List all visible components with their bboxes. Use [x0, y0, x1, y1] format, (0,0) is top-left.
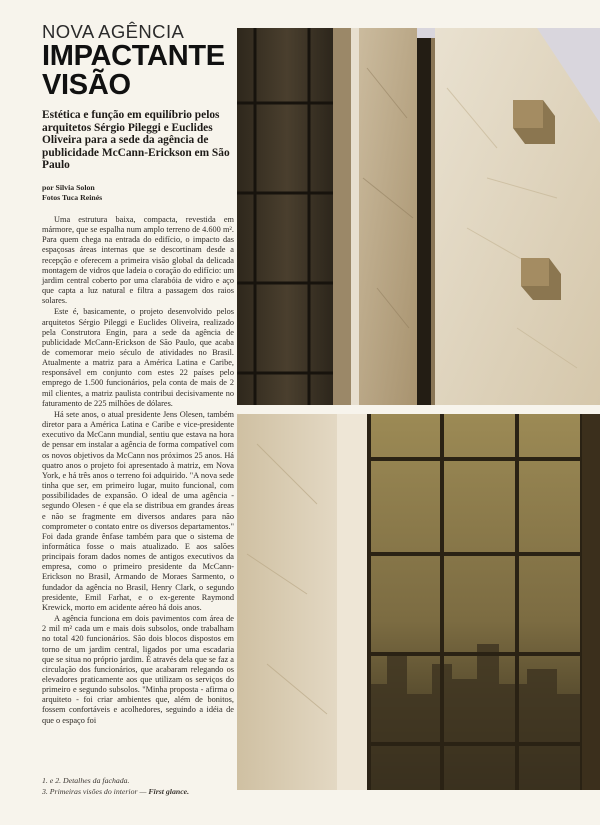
- section-label: NOVA AGÊNCIA: [42, 21, 185, 42]
- byline-photos: Fotos Tuca Reinés: [42, 192, 103, 202]
- body-paragraph: Uma estrutura baixa, compacta, revestida em mármore, que se espalha num amplo terreno de 4.600 m². Para quem chega na entrada do edifício, o impacto das espaçosas áreas internas que se descortinam desde a recepção e oferecem a primeira visão global da delicada montagem de vidros que ladeia o coração do edifício: um jardim central coberto por uma clarabóia de vidro e aço que capta a luz natural e filtra a passagem dos raios solares.: [42, 214, 234, 306]
- byline: [42, 183, 234, 203]
- body-paragraph: Há sete anos, o atual presidente Jens Olesen, também diretor para a América Latina e Caribe e vice-presidente executivo da McCann mundial, sentiu que estava na hora de pensar em instalar a agência de forma compatível com os novos objetivos da McCann nos próximos 25 anos. Há quatro anos o projeto foi apresentado à matriz, em Nova York, e há três anos o terreno foi adquirido. "A nova sede tinha que ser, em primeiro lugar, muito funcional, com possibilidades de expansão. O ideal de uma agência - segundo Olesen - é que ela se distribua em grandes áreas e não se fragmente em diversos andares para não comprometer o contato entre os diversos departamentos." Foi dada grande ênfase também para que o sistema de informática fosse o mais atualizado. E aos salões principais foram dados nomes de antigos executivos da empresa, como o primeiro presidente da McCann-Erickson no Brasil, Armando de Moraes Sarmento, o fundador da agência no Brasil, Henry Clark, o segundo presidente, Emil Farhat, e o ex-gerente Raymond Krewick, morto em acidente aéreo há dois anos.: [42, 409, 234, 612]
- article-title: [42, 42, 234, 100]
- facade-photo: [237, 28, 600, 405]
- caption-1: 1. e 2. Detalhes da fachada.: [42, 776, 130, 785]
- caption-2: 3. Primeiras visões do interior — First glance.: [42, 786, 190, 796]
- byline-author: por Silvia Solon: [42, 182, 95, 192]
- body-paragraph: A agência funciona em dois pavimentos com área de 2 mil m² cada um e mais dois subsolos, onde trabalham no total 420 funcionários. São dois blocos dispostos em torno de um jardim central, ligados por uma escadaria que se situa no próprio jardim. É através dela que se faz a circulação dos funcionários, que acabaram relegando os elevadores praticamente aos que utilizam os serviços do primeiro e segundo subsolos. "Minha proposta - afirma o arquiteto - foi criar ambientes que, além de bonitos, fossem confortáveis e acolhedores, seguindo a idéia de que o espaço foi: [42, 614, 234, 725]
- caption-2-pt: 3. Primeiras visões do interior: [42, 786, 138, 796]
- article-lead: Estética e função em equilíbrio pelos arquitetos Sérgio Pileggi e Euclides Oliveira para a sede da agência de publicidade McCann-Erickson em São Paulo: [42, 109, 230, 172]
- article-body: [42, 215, 234, 726]
- body-paragraph: Este é, basicamente, o projeto desenvolvido pelos arquitetos Sérgio Pileggi e Euclides Oliveira, realizado pela Construtora Engin, para a sede da agência de publicidade McCann-Erickson de São Paulo, que acaba de comemorar meio século de atividades no Brasil. Atualmente a matriz para a América Latina e Caribe, responsável em conjunto com estes 22 países pelo emprego de 1.500 funcionários, pela conta de mais de 2 mil clientes, a matriz paulista contribui decisivamente no faturamento de 225 milhões de dólares.: [42, 307, 234, 408]
- article-column: [42, 22, 234, 726]
- title-line-1: IMPACTANTE: [42, 40, 225, 72]
- interior-photo: [237, 414, 600, 790]
- title-line-2: VISÃO: [42, 69, 131, 101]
- caption-2-en: First glance.: [148, 786, 190, 796]
